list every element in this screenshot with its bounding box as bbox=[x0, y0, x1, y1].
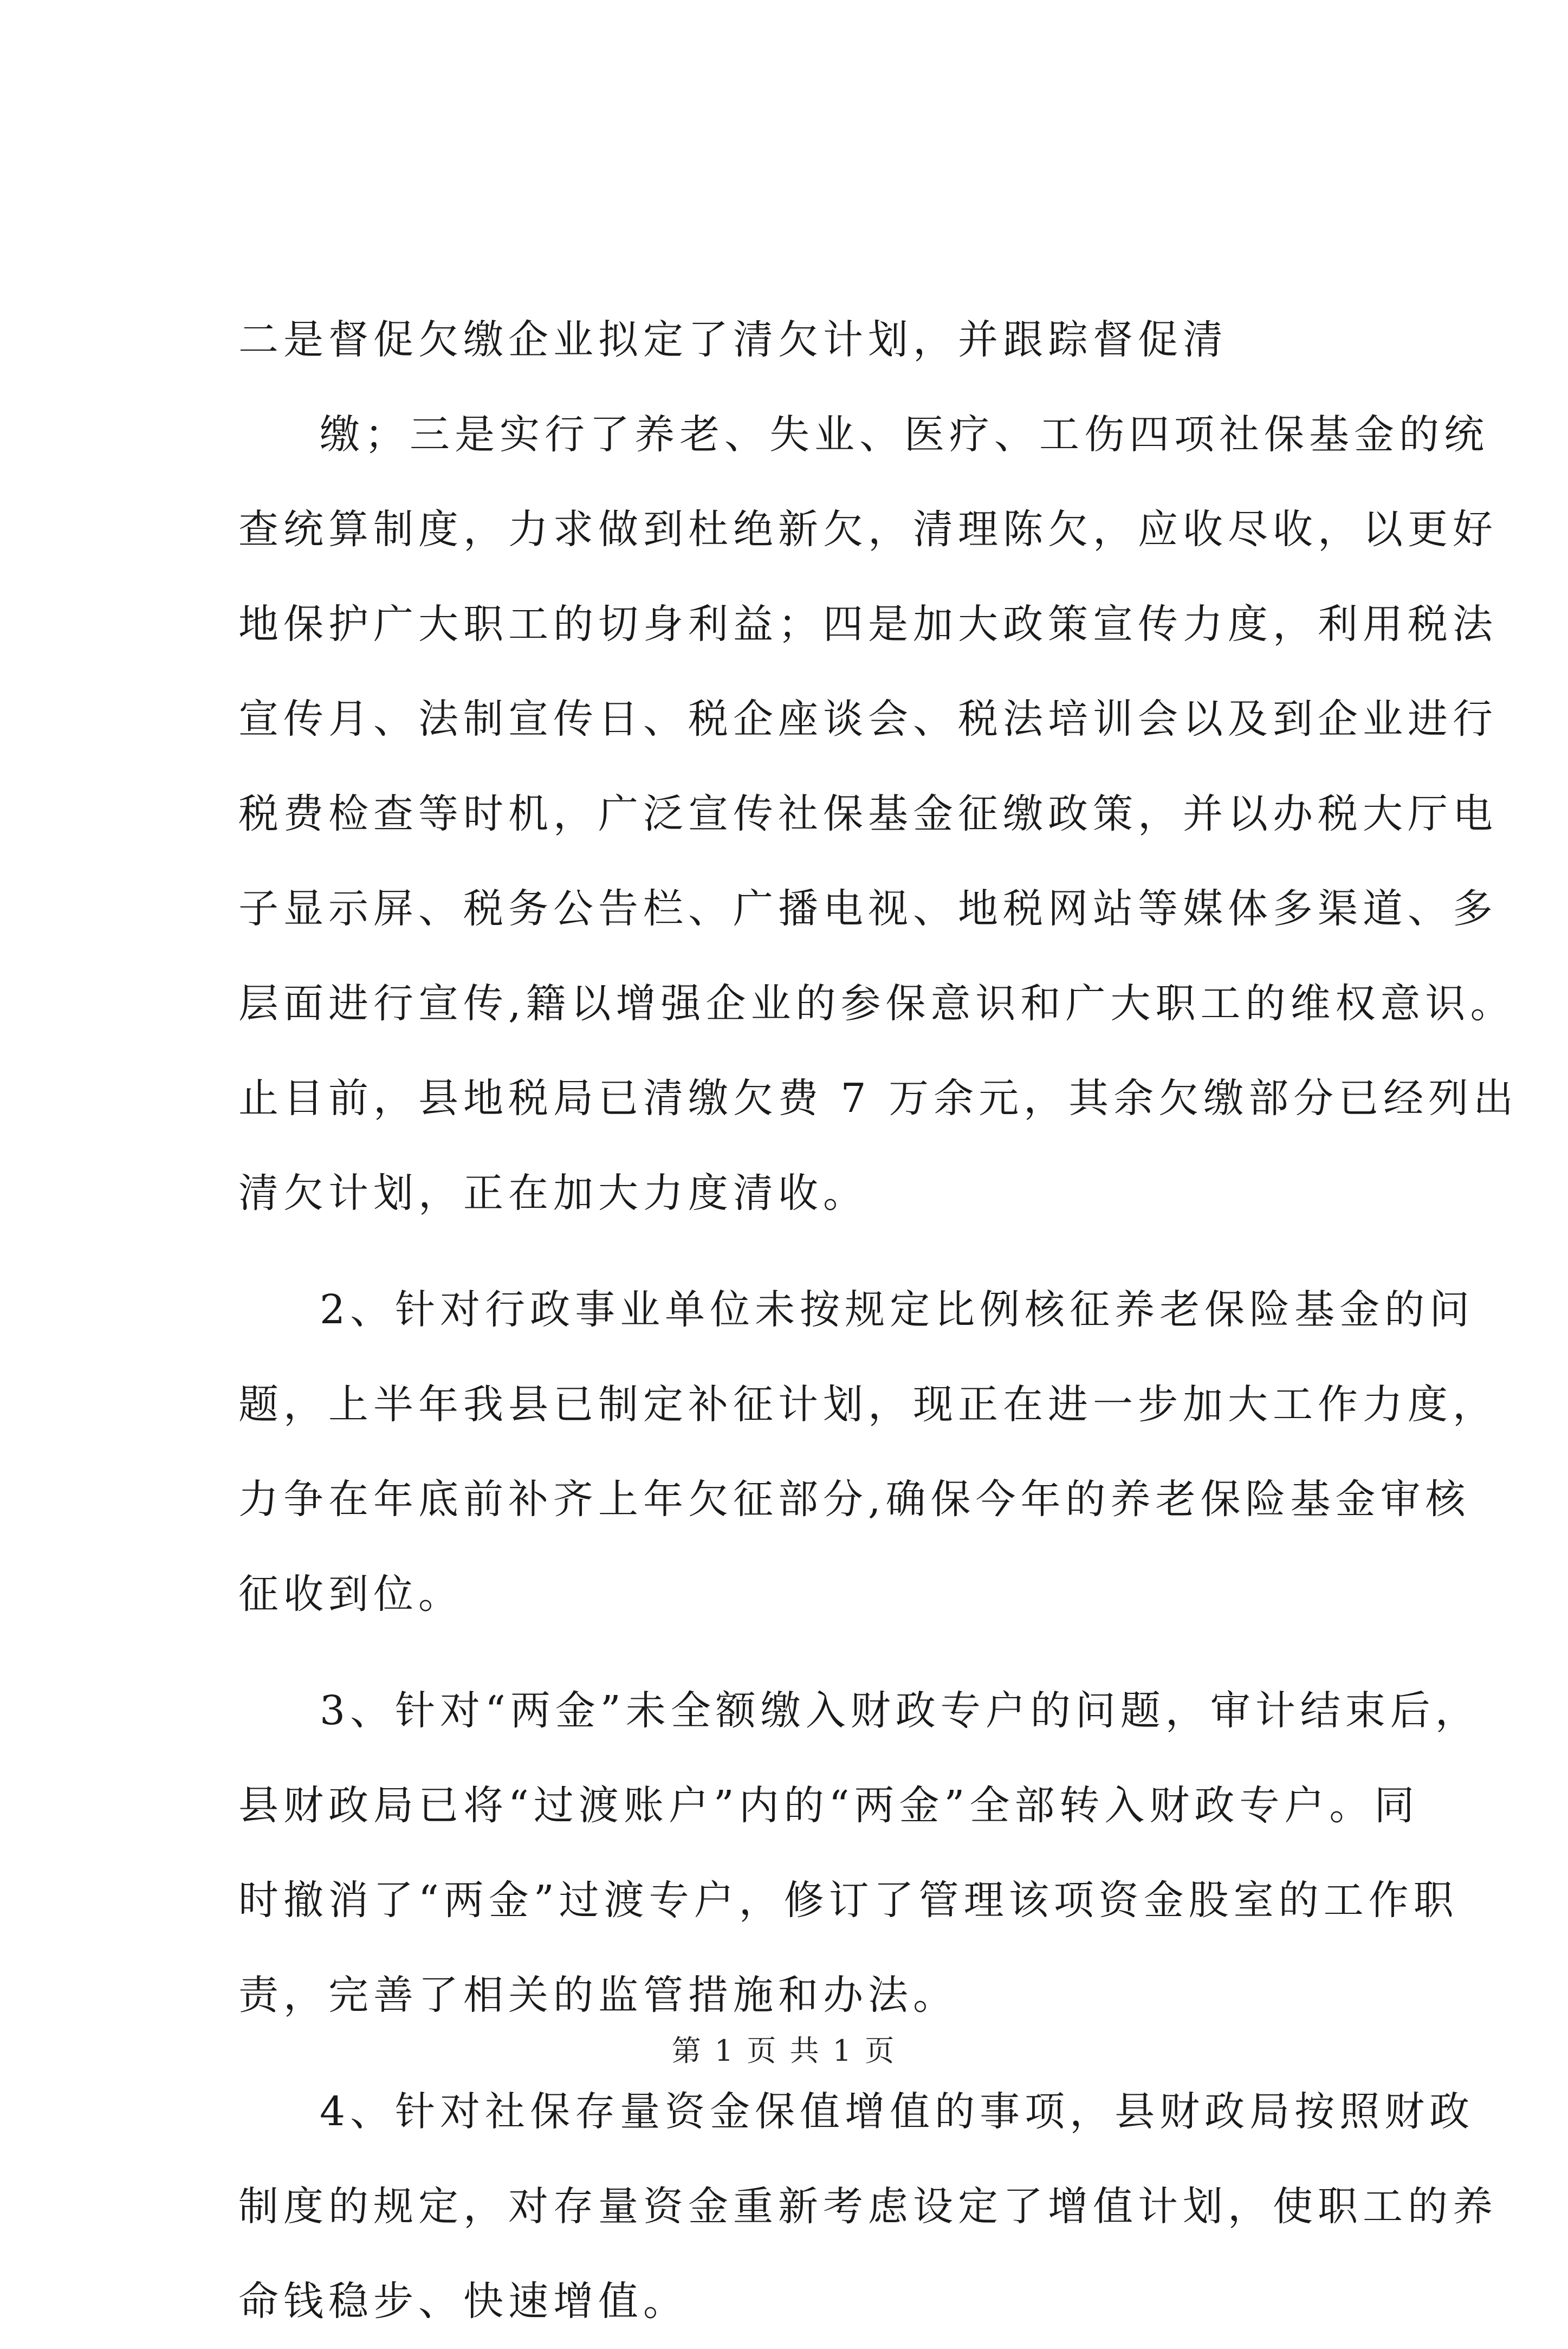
text-line: 时撤消了“两金”过渡专户，修订了管理该项资金股室的工作职 bbox=[238, 1877, 1459, 1924]
text-line: 税费检查等时机，广泛宣传社保基金征缴政策，并以办税大厅电 bbox=[238, 791, 1498, 837]
text-line: 制度的规定，对存量资金重新考虑设定了增值计划，使职工的养 bbox=[238, 2183, 1498, 2230]
text-line: 层面进行宣传,籍以增强企业的参保意识和广大职工的维权意识。 bbox=[238, 980, 1515, 1027]
paragraph-gap bbox=[238, 1241, 1365, 1263]
text-line: 宣传月、法制宣传日、税企座谈会、税法培训会以及到企业进行 bbox=[238, 696, 1498, 742]
text-line: 止目前，县地税局已清缴欠费 7 万余元，其余欠缴部分已经列出 bbox=[238, 1075, 1519, 1122]
text-line: 查统算制度，力求做到杜绝新欠，清理陈欠，应收尽收，以更好 bbox=[238, 506, 1498, 553]
text-line: 命钱稳步、快速增值。 bbox=[238, 2278, 688, 2325]
text-line: 二是督促欠缴企业拟定了清欠计划，并跟踪督促清 bbox=[238, 316, 1228, 363]
text-line: 题，上半年我县已制定补征计划，现正在进一步加大工作力度， bbox=[238, 1381, 1498, 1428]
text-line: 缴；三是实行了养老、失业、医疗、工伤四项社保基金的统 bbox=[320, 411, 1489, 458]
text-line: 清欠计划，正在加大力度清收。 bbox=[238, 1170, 868, 1216]
text-line: 征收到位。 bbox=[238, 1571, 463, 1617]
page-footer: 第 1 页 共 1 页 bbox=[671, 2034, 897, 2068]
paragraph-gap bbox=[238, 1642, 1365, 1664]
text-line: 4、针对社保存量资金保值增值的事项，县财政局按照财政 bbox=[320, 2088, 1475, 2135]
text-line: 子显示屏、税务公告栏、广播电视、地税网站等媒体多渠道、多 bbox=[238, 885, 1498, 932]
text-line: 责，完善了相关的监管措施和办法。 bbox=[238, 1972, 958, 2018]
text-line: 地保护广大职工的切身利益；四是加大政策宣传力度，利用税法 bbox=[238, 601, 1498, 648]
text-line: 力争在年底前补齐上年欠征部分,确保今年的养老保险基金审核 bbox=[238, 1476, 1470, 1523]
text-line: 3、针对“两金”未全额缴入财政专户的问题，审计结束后， bbox=[320, 1687, 1480, 1734]
text-line: 2、针对行政事业单位未按规定比例核征养老保险基金的问 bbox=[320, 1286, 1475, 1333]
text-line: 县财政局已将“过渡账户”内的“两金”全部转入财政专户。同 bbox=[238, 1782, 1420, 1829]
